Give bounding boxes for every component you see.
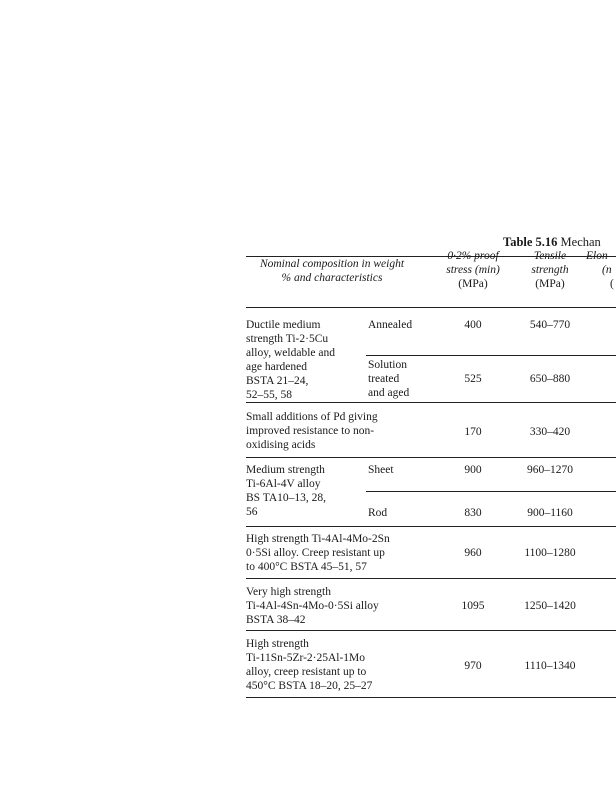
proof-ti4al4mo2sn: 960 [464,547,482,559]
proof-rod: 830 [464,507,482,519]
bottom-rule [246,697,616,698]
proof-ti4al4sn4mo: 1095 [461,600,485,612]
proof-annealed: 400 [464,319,482,331]
table-title: Mechan [560,235,601,249]
proof-pd: 170 [464,426,482,438]
cond-solution-treated: Solution treated and aged [368,359,410,399]
row-rule [246,630,616,631]
sub-rule [366,355,616,356]
row-desc-ti4al4sn4mo: Very high strength Ti-4Al-4Sn-4Mo-0·5Si alloy BSTA 38–42 [246,586,379,626]
row-desc-ti6al4v: Medium strength Ti-6Al-4V alloy BS TA10–13, 28, 56 [246,464,327,518]
header-tensile-strength: Tensile strength (MPa) [531,250,569,290]
header-composition: Nominal composition in weight % and characteristics [259,258,405,284]
tensile-solution: 650–880 [529,373,571,385]
tensile-rod: 900–1160 [527,507,573,519]
proof-solution: 525 [464,373,482,385]
tensile-pd: 330–420 [529,426,571,438]
table-caption [503,235,601,250]
row-rule [246,526,616,527]
proof-sheet: 900 [464,464,482,476]
tensile-ti4al4sn4mo: 1250–1420 [524,600,576,612]
header-elongation: Elon (n ( [586,250,614,290]
row-desc-pd: Small additions of Pd giving improved resistance to non- oxidising acids [246,411,378,451]
header-proof-stress: 0·2% proof stress (min) (MPa) [446,250,500,290]
sub-rule [366,491,616,492]
cond-rod: Rod [368,507,388,519]
row-desc-ti25cu: Ductile medium strength Ti-2·5Cu alloy, weldable and age hardened BSTA 21–24, 52–55, 58 [246,319,335,401]
row-desc-ti4al4mo2sn: High strength Ti-4Al-4Mo-2Sn 0·5Si alloy. Creep resistant up to 400°C BSTA 45–51, 57 [246,533,390,573]
row-desc-ti11sn5zr: High strength Ti-11Sn-5Zr-2·25Al-1Mo alloy, creep resistant up to 450°C BSTA 18–20, 25–27 [246,638,373,692]
header-rule [246,307,616,308]
tensile-sheet: 960–1270 [527,464,573,476]
cond-annealed: Annealed [368,319,413,331]
proof-ti11sn5zr: 970 [464,660,482,672]
tensile-ti4al4mo2sn: 1100–1280 [524,547,576,559]
row-rule [246,402,616,403]
row-rule [246,578,616,579]
cond-sheet: Sheet [368,464,394,476]
table-number: Table 5.16 [503,235,558,249]
tensile-annealed: 540–770 [529,319,571,331]
tensile-ti11sn5zr: 1110–1340 [524,660,576,672]
row-rule [246,457,616,458]
